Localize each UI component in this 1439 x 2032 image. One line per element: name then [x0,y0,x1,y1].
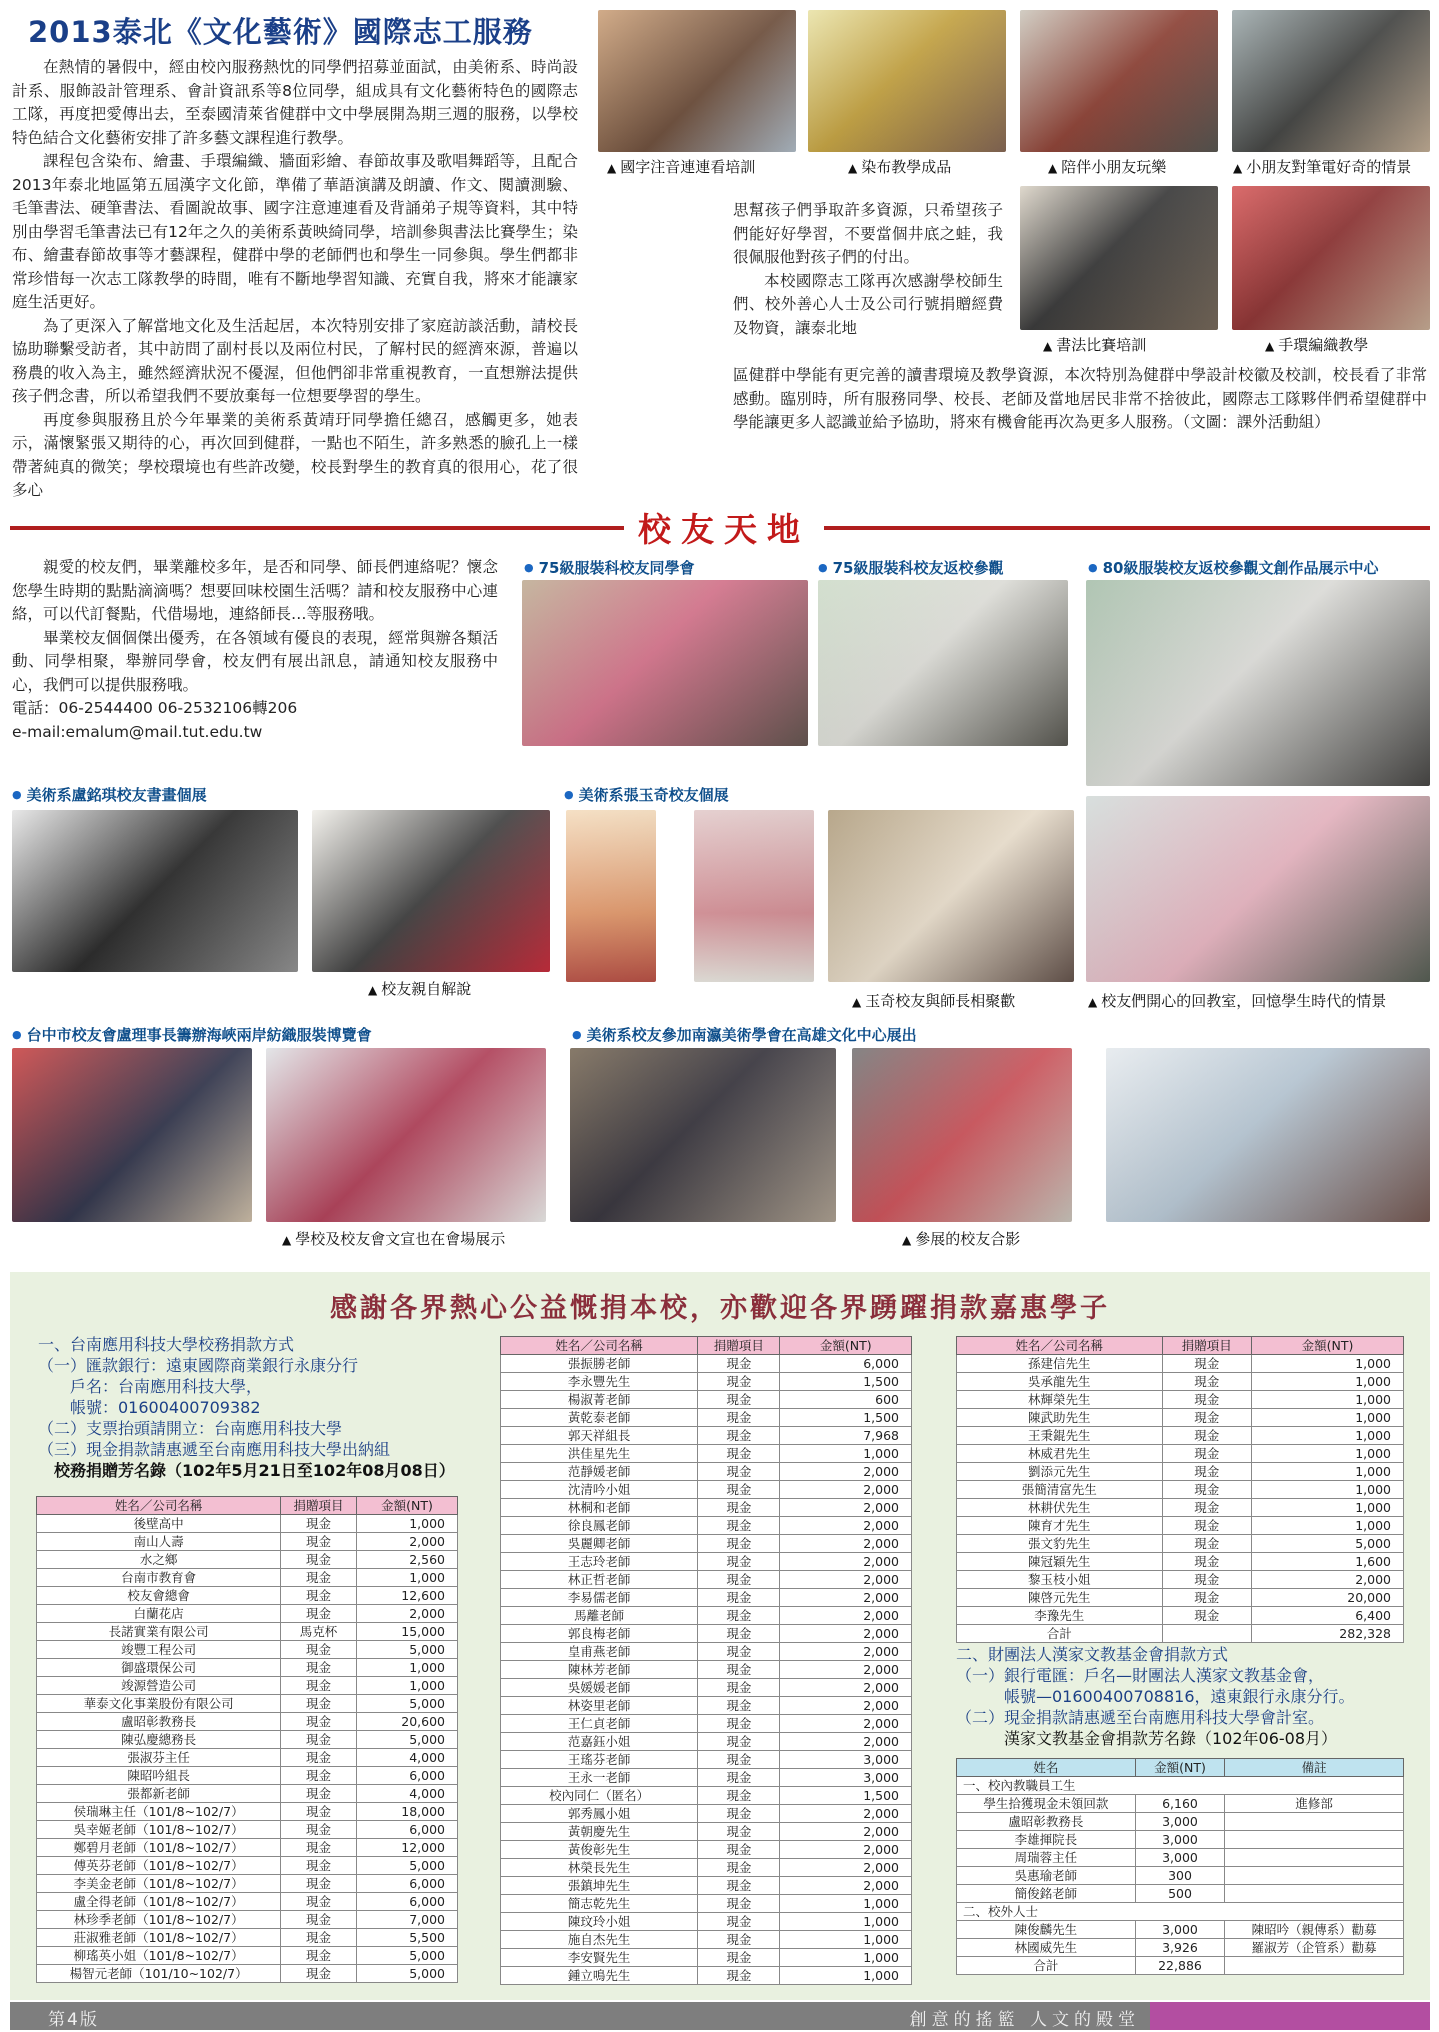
photo-art-exhibit-2 [312,810,550,972]
table-row: 黃乾泰老師 現金 1,500 [501,1409,912,1427]
table-row: 華泰文化事業股份有限公司 現金 5,000 [37,1695,458,1713]
page-number: 第4版 [48,2010,99,2030]
donation-title: 感謝各界熱心公益慨捐本校，亦歡迎各界踴躍捐款嘉惠學子 [330,1293,1110,1324]
table-row: 簡俊銘老師 500 [957,1885,1404,1903]
table-row: 陳武助先生 現金 1,000 [957,1409,1404,1427]
col-name: 姓名 [957,1759,1136,1777]
article-p1: 在熱情的暑假中，經由校內服務熱忱的同學們招募並面試，由美術系、時尚設計系、服飾設計管理系、會計資訊系等8位同學，組成具有文化藝術特色的國際志工隊，再度把愛傳出去，至泰國清萊省健群中文中學展開為期三週的服務，以學校特色結合文化藝術安排了許多藝文課程進行教學。 [12,58,578,147]
col-name: 姓名／公司名稱 [501,1337,698,1355]
article-mid2: 本校國際志工隊再次感謝學校師生們、校外善心人士及公司行號捐贈經費及物資，讓泰北地 [733,271,1003,337]
table-row: 范嘉鈺小姐 現金 2,000 [501,1733,912,1751]
footer-accent [1150,2002,1430,2030]
table-row: 莊淑雅老師（101/8~102/7） 現金 5,500 [37,1929,458,1947]
table-total-row: 合計 282,328 [957,1625,1404,1643]
table-row: 郭天祥組長 現金 7,968 [501,1427,912,1445]
alumni-heading-3: ● 80級服裝校友返校參觀文創作品展示中心 [1088,557,1379,578]
table-row: 李美金老師（101/8~102/7） 現金 6,000 [37,1875,458,1893]
photo-bracelet [1232,186,1430,330]
article-mid1: 思幫孩子們爭取許多資源，只希望孩子們能好好學習，不要當個井底之蛙，我很佩服他對孩子們的付出。 [733,201,1003,266]
table-row: 張簡清富先生 現金 1,000 [957,1481,1404,1499]
table-row: 張都新老師 現金 4,000 [37,1785,458,1803]
table-row: 郭良梅老師 現金 2,000 [501,1625,912,1643]
donation-info-foundation: 二、財團法人漢家文教基金會捐款方式 （一）銀行電匯：戶名—財團法人漢家文教基金會， 帳號—01600400708816，遠東銀行永康分行。 （二）現金捐款請惠遞至台南應用科技大學會計室。 漢家文教基金會捐款芳名錄（102年06-08月） [956,1645,1355,1748]
footer-bar [10,2002,1430,2030]
donation-info-school: 一、台南應用科技大學校務捐款方式 （一）匯款銀行：遠東國際商業銀行永康分行 戶名：台南應用科技大學， 帳號：01600400709382 （二）支票抬頭請開立：台南應用科技大學 （三）現金捐款請惠遞至台南應用科技大學出納組 校務捐贈芳名錄（102年5月21日至102年08月08日） [38,1335,455,1480]
photo-alumni-80-visit [1086,580,1430,786]
col-note: 備註 [1225,1759,1404,1777]
col-name: 姓名／公司名稱 [37,1497,281,1515]
table-row: 林國威先生 3,926 羅淑芳（企管系）勸募 [957,1939,1404,1957]
table-row: 鄭碧月老師（101/8~102/7） 現金 12,000 [37,1839,458,1857]
alumni-p1: 親愛的校友們，畢業離校多年，是否和同學、師長們連絡呢？懷念您學生時期的點點滴滴嗎？想要回味校園生活嗎？請和校友服務中心連絡，可以代訂餐點，代借場地，連絡師長…等服務哦。 [12,558,498,623]
foundation-donor-table [956,1758,1404,1975]
col-amount: 金額(NT) [356,1497,457,1515]
table-row: 校內同仁（匿名） 現金 1,500 [501,1787,912,1805]
photo-calligraphy [1020,186,1218,330]
table-row: 吳惠瑜老師 300 [957,1867,1404,1885]
table-row: 陳啓元先生 現金 20,000 [957,1589,1404,1607]
photo-thailand-2 [808,10,1006,152]
table-row: 張文豹先生 現金 5,000 [957,1535,1404,1553]
table-row: 御盛環保公司 現金 1,000 [37,1659,458,1677]
photo-exhibit-banner [1106,1048,1430,1222]
table-row: 吳媛媛老師 現金 2,000 [501,1679,912,1697]
table-row: 楊淑菁老師 現金 600 [501,1391,912,1409]
table-row: 王永一老師 現金 3,000 [501,1769,912,1787]
table-row: 陳冠穎先生 現金 1,600 [957,1553,1404,1571]
table-row: 後壁高中 現金 1,000 [37,1515,458,1533]
table-row: 王秉錕先生 現金 1,000 [957,1427,1404,1445]
photo-exhibit-group [852,1048,1072,1222]
table-row: 林耕伏先生 現金 1,000 [957,1499,1404,1517]
photo-classroom [1086,796,1430,982]
article-mid-column [733,199,1003,340]
photo-alumni-75-reunion [522,580,808,746]
table-row: 侯瑞琳主任（101/8~102/7） 現金 18,000 [37,1803,458,1821]
caption-2: ▲ 染布教學成品 [848,158,952,176]
photo-thailand-3 [1020,10,1218,152]
table-row: 盧昭彰教務長 3,000 [957,1813,1404,1831]
table-row: 馬離老師 現金 2,000 [501,1607,912,1625]
alumni-heading-6: ● 台中市校友會盧理事長籌辦海峽兩岸紡織服裝博覽會 [12,1024,372,1045]
table-row: 林姿里老師 現金 2,000 [501,1697,912,1715]
table-row: 黃朝慶先生 現金 2,000 [501,1823,912,1841]
article-p2: 課程包含染布、繪畫、手環編織、牆面彩繪、春節故事及歌唱舞蹈等，且配合2013年泰北地區第五屆漢字文化節，準備了華語演講及朗讀、作文、閱讀測驗、毛筆書法、硬筆書法、看圖說故事、國字注意連連看及背誦弟子規等資料，其中特別由學習毛筆書法已有12年之久的美術系黃映綺同學，培訓參與書法比賽學生；染布、繪畫春節故事等才藝課程，健群中學的老師們也和學生一同參與。學生們都非常珍惜每一次志工隊教學的時間，唯有不斷地學習知識、充實自我，將來才能讓家庭生活更好。 [12,152,578,311]
table-row: 周瑞蓉主任 3,000 [957,1849,1404,1867]
table-row: 南山人壽 現金 2,000 [37,1533,458,1551]
caption-8: ▲ 玉奇校友與師長相聚歡 [852,992,1016,1010]
article-wide [733,364,1427,435]
table-row: 吳麗卿老師 現金 2,000 [501,1535,912,1553]
table-row: 王志玲老師 現金 2,000 [501,1553,912,1571]
caption-11: ▲ 參展的校友合影 [902,1230,1021,1248]
donor-table-2 [500,1336,912,1985]
table-row: 吳承龍先生 現金 1,000 [957,1373,1404,1391]
footer-motto: 創意的搖籃 人文的殿堂 [909,2010,1140,2030]
alumni-title: 校友天地 [624,504,824,551]
table-row: 施自杰先生 現金 1,000 [501,1931,912,1949]
table-row: 楊智元老師（101/10~102/7） 現金 5,000 [37,1965,458,1983]
table-row: 陳弘慶總務長 現金 5,000 [37,1731,458,1749]
table-row: 李永豐先生 現金 1,500 [501,1373,912,1391]
table-row: 盧昭彰教務長 現金 20,600 [37,1713,458,1731]
alumni-email[interactable]: e-mail:emalum@mail.tut.edu.tw [12,722,263,741]
col-item: 捐贈項目 [698,1337,780,1355]
photo-gallery [570,1048,836,1222]
table-row: 陳俊麟先生 3,000 陳昭吟（親傳系）勸募 [957,1921,1404,1939]
table-row: 黎玉枝小姐 現金 2,000 [957,1571,1404,1589]
table-row: 柳瑤英小姐（101/8~102/7） 現金 5,000 [37,1947,458,1965]
alumni-heading-4: ● 美術系盧銘琪校友書畫個展 [12,784,207,805]
col-name: 姓名／公司名稱 [957,1337,1163,1355]
table-row: 陳育才先生 現金 1,000 [957,1517,1404,1535]
table-row: 陳玟玲小姐 現金 1,000 [501,1913,912,1931]
table-row: 張淑芬主任 現金 4,000 [37,1749,458,1767]
table-row: 王仁貞老師 現金 2,000 [501,1715,912,1733]
table-row: 盧全得老師（101/8~102/7） 現金 6,000 [37,1893,458,1911]
table-row: 校友會總會 現金 12,600 [37,1587,458,1605]
col-item: 捐贈項目 [1162,1337,1251,1355]
table-row: 張鎮坤先生 現金 2,000 [501,1877,912,1895]
photo-poster-1 [566,810,656,982]
alumni-heading-2: ● 75級服裝科校友返校參觀 [818,557,1004,578]
table-row: 李雄揮院長 3,000 [957,1831,1404,1849]
caption-10: ▲ 學校及校友會文宣也在會場展示 [282,1230,506,1248]
caption-6: ▲ 手環編織教學 [1265,336,1369,354]
photo-thailand-1 [598,10,796,152]
table-row: 林珍季老師（101/8~102/7） 現金 7,000 [37,1911,458,1929]
article-p3: 為了更深入了解當地文化及生活起居，本次特別安排了家庭訪談活動，請校長協助聯繫受訪者，其中訪問了副村長以及兩位村民，了解村民的經濟來源，普遍以務農的收入為主，雖然經濟狀況不優渥，但他們卻非常重視教育，一直想辦法提供孩子們念書，所以希望我們不要放棄每一位想要學習的學生。 [12,316,578,405]
photo-art-exhibit-1 [12,810,298,972]
photo-thailand-4 [1232,10,1430,152]
alumni-text [12,556,498,744]
table-row: 郭秀鳳小姐 現金 2,000 [501,1805,912,1823]
article-wide-text: 區健群中學能有更完善的讀書環境及教學資源，本次特別為健群中學設計校徽及校訓，校長看了非常感動。臨別時，所有服務同學、校長、老師及當地居民非常不捨彼此，國際志工隊夥伴們希望健群中學能讓更多人認識並給予協助，將來有機會能再次為更多人服務。（文圖：課外活動組） [733,366,1427,431]
table-row: 林輝榮先生 現金 1,000 [957,1391,1404,1409]
table-row: 台南市教育會 現金 1,000 [37,1569,458,1587]
table-row: 徐良鳳老師 現金 2,000 [501,1517,912,1535]
col-amount: 金額(NT) [1252,1337,1404,1355]
table-section-row: 二、校外人士 [957,1903,1404,1921]
alumni-heading-1: ● 75級服裝科校友同學會 [524,557,694,578]
photo-expo-2 [266,1048,546,1222]
col-amount: 金額(NT) [1135,1759,1224,1777]
table-row: 學生拾獲現金未領回款 6,160 進修部 [957,1795,1404,1813]
table-row: 張振勝老師 現金 6,000 [501,1355,912,1373]
table-row: 林桐和老師 現金 2,000 [501,1499,912,1517]
caption-1: ▲ 國字注音連連看培訓 [607,158,756,176]
table-row: 鍾立鳴先生 現金 1,000 [501,1967,912,1985]
page-title: 2013泰北《文化藝術》國際志工服務 [28,15,533,49]
table-row: 竣源營造公司 現金 1,000 [37,1677,458,1695]
alumni-heading-7: ● 美術系校友參加南瀛美術學會在高雄文化中心展出 [572,1024,917,1045]
donor-table-3 [956,1336,1404,1643]
table-row: 李豫先生 現金 6,400 [957,1607,1404,1625]
table-row: 林榮長先生 現金 2,000 [501,1859,912,1877]
photo-expo-1 [12,1048,252,1222]
table-row: 皇甫燕老師 現金 2,000 [501,1643,912,1661]
caption-5: ▲ 書法比賽培訓 [1043,336,1147,354]
table-row: 水之鄉 現金 2,560 [37,1551,458,1569]
col-amount: 金額(NT) [780,1337,912,1355]
table-row: 陳昭吟組長 現金 6,000 [37,1767,458,1785]
table-row: 白蘭花店 現金 2,000 [37,1605,458,1623]
col-item: 捐贈項目 [281,1497,357,1515]
photo-reunion-dinner [828,810,1074,982]
table-total-row: 合計 22,886 [957,1957,1404,1975]
table-row: 劉添元先生 現金 1,000 [957,1463,1404,1481]
article-p4: 再度參與服務且於今年畢業的美術系黃靖玗同學擔任總召，感觸更多，她表示，滿懷緊張又期待的心，再次回到健群，一點也不陌生，許多熟悉的臉孔上一樣帶著純真的微笑；學校環境也有些許改變，校長對學生的教育真的很用心，花了很多心 [12,410,578,499]
table-row: 竣豐工程公司 現金 5,000 [37,1641,458,1659]
table-row: 林威君先生 現金 1,000 [957,1445,1404,1463]
table-row: 孫建信先生 現金 1,000 [957,1355,1404,1373]
table-row: 傅英芬老師（101/8~102/7） 現金 5,000 [37,1857,458,1875]
table-row: 黃俊彰先生 現金 2,000 [501,1841,912,1859]
table-row: 沈清吟小姐 現金 2,000 [501,1481,912,1499]
caption-3: ▲ 陪伴小朋友玩樂 [1048,158,1167,176]
table-row: 簡志乾先生 現金 1,000 [501,1895,912,1913]
alumni-p2: 畢業校友個個傑出優秀，在各領域有優良的表現，經常與辦各類活動、同學相聚，舉辦同學會，校友們有展出訊息，請通知校友服務中心，我們可以提供服務哦。 [12,628,498,694]
donor-table-1 [36,1496,458,1983]
caption-4: ▲ 小朋友對筆電好奇的情景 [1233,158,1412,176]
alumni-phone: 電話：06-2544400 06-2532106轉206 [12,699,298,717]
table-row: 吳幸姬老師（101/8~102/7） 現金 6,000 [37,1821,458,1839]
caption-7: ▲ 校友親自解說 [368,980,472,998]
table-row: 洪佳星先生 現金 1,000 [501,1445,912,1463]
photo-poster-2 [694,810,814,982]
table-row: 李易儒老師 現金 2,000 [501,1589,912,1607]
table-section-row: 一、校內教職員工生 [957,1777,1404,1795]
photo-alumni-75-visit [818,580,1068,746]
table-row: 林正哲老師 現金 2,000 [501,1571,912,1589]
article-intro [12,56,578,503]
table-row: 李安賢先生 現金 1,000 [501,1949,912,1967]
alumni-heading-5: ● 美術系張玉奇校友個展 [564,784,729,805]
table-row: 長諾實業有限公司 馬克杯 15,000 [37,1623,458,1641]
caption-9: ▲ 校友們開心的回教室，回憶學生時代的情景 [1088,992,1387,1010]
table-row: 王瑤芬老師 現金 3,000 [501,1751,912,1769]
table-row: 陳林芳老師 現金 2,000 [501,1661,912,1679]
table-row: 范靜媛老師 現金 2,000 [501,1463,912,1481]
